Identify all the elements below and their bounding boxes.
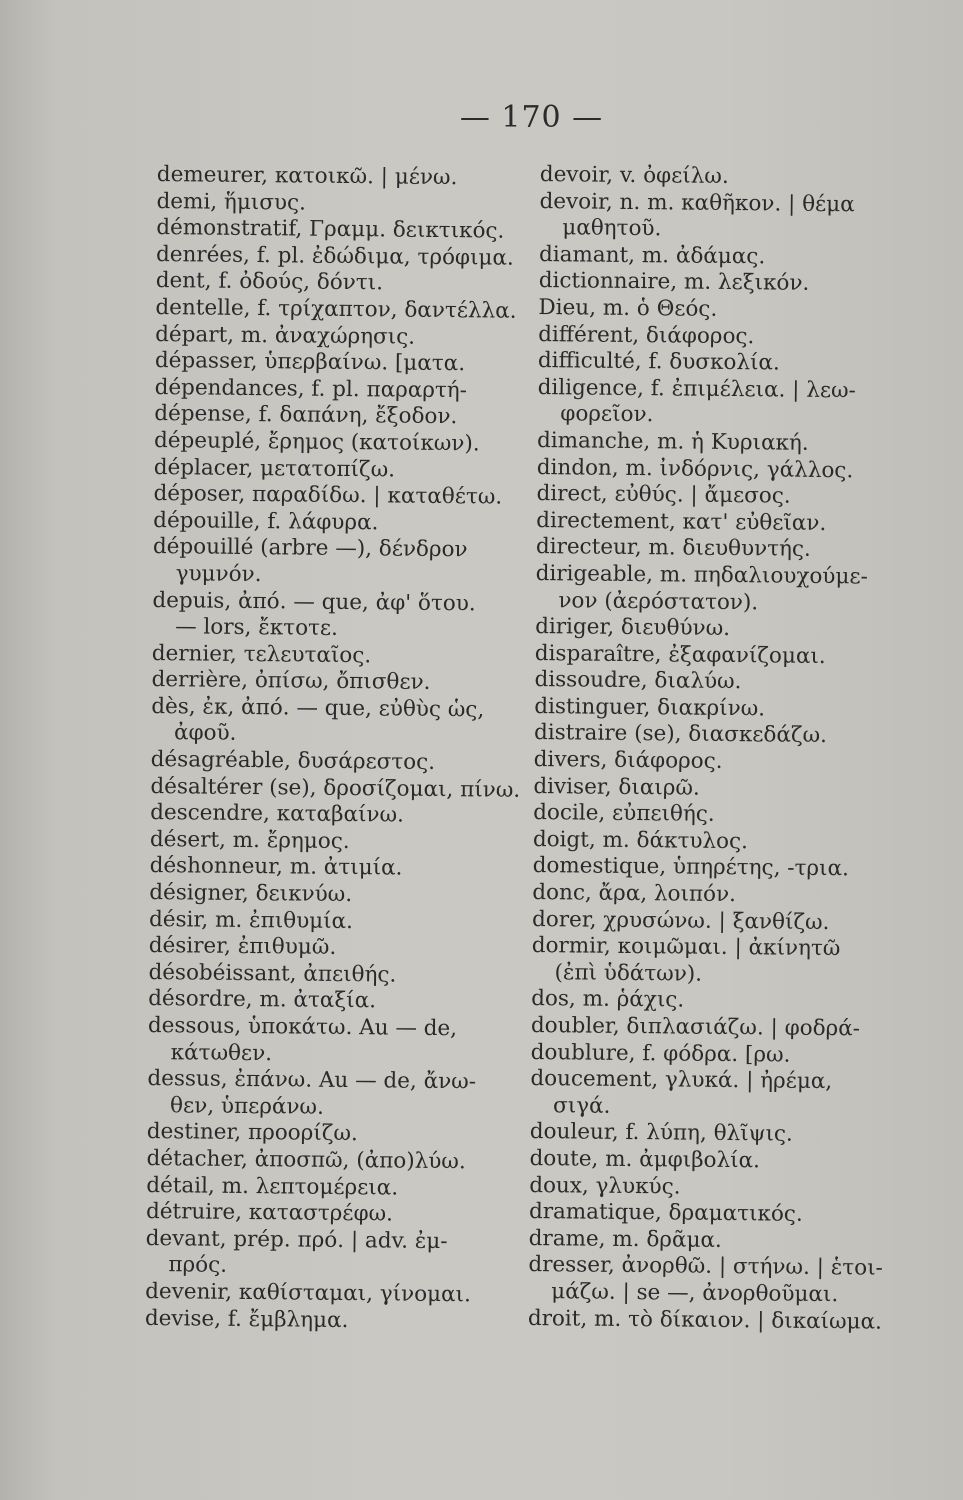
dictionary-entry: dresser, ἀνορθῶ. | στήνω. | ἑτοι- bbox=[528, 1252, 883, 1281]
dictionary-entry: derrière, ὀπίσω, ὄπισθεν. bbox=[151, 667, 431, 696]
dictionary-entry: dos, m. ῥάχις. bbox=[531, 986, 685, 1013]
dictionary-entry: Dieu, m. ὁ Θεός. bbox=[538, 294, 718, 322]
dictionary-entry: doublure, f. φόδρα. [ρω. bbox=[530, 1039, 791, 1068]
dictionary-entry: doux, γλυκύς. bbox=[529, 1172, 681, 1200]
dictionary-entry: difficulté, f. δυσκολία. bbox=[537, 348, 780, 376]
dictionary-entry: dormir, κοιμῶμαι. | ἀκίνητῶ bbox=[531, 933, 841, 962]
dictionary-entry: doute, m. ἀμφιβολία. bbox=[529, 1145, 761, 1174]
dictionary-entry: descendre, καταβαίνω. bbox=[150, 800, 405, 828]
dictionary-entry: demeurer, κατοικῶ. | μένω. bbox=[156, 162, 458, 191]
dictionary-entry: diligence, f. ἐπιμέλεια. | λεω- bbox=[537, 374, 857, 404]
dictionary-entry: dépouille, f. λάφυρα. bbox=[153, 507, 379, 536]
dictionary-entry-continuation: γυμνόν. bbox=[175, 561, 262, 588]
dictionary-entry: devoir, n. m. καθῆκον. | θέμα bbox=[539, 188, 855, 217]
dictionary-entry-continuation: θεν, ὑπεράνω. bbox=[169, 1092, 325, 1120]
dictionary-entry: divers, διάφορος. bbox=[533, 747, 723, 775]
dictionary-entry: dépendances, f. pl. παραρτή- bbox=[154, 374, 468, 404]
dictionary-entry: demi, ἥμισυς. bbox=[156, 188, 307, 216]
dictionary-entry: devenir, καθίσταμαι, γίνομαι. bbox=[145, 1278, 472, 1308]
dictionary-entry: docile, εὐπειθής. bbox=[533, 800, 715, 828]
dictionary-entry: démonstratif, Γραμμ. δεικτικός. bbox=[156, 215, 505, 244]
dictionary-entry: dépouillé (arbre —), δένδρον bbox=[152, 534, 468, 563]
dictionary-entry: dessus, ἐπάνω. Au — de, ἄνω- bbox=[147, 1066, 477, 1095]
right-column bbox=[528, 162, 890, 1336]
dictionary-entry: diriger, διευθύνω. bbox=[535, 614, 731, 642]
dictionary-entry: dictionnaire, m. λεξικόν. bbox=[538, 268, 810, 297]
dictionary-entry: directement, κατ' εὐθεῖαν. bbox=[536, 507, 827, 536]
dictionary-entry: détail, m. λεπτομέρεια. bbox=[146, 1172, 399, 1201]
dictionary-entry: doubler, διπλασιάζω. | φοδρά- bbox=[530, 1012, 861, 1042]
dictionary-entry: dissoudre, διαλύω. bbox=[534, 667, 742, 695]
dictionary-entry-continuation: σιγά. bbox=[552, 1092, 611, 1119]
dictionary-entry: désirer, ἐπιθυμῶ. bbox=[148, 933, 337, 961]
dictionary-entry: dentelle, f. τρίχαπτον, δαντέλλα. bbox=[155, 294, 517, 324]
dictionary-entry: devoir, v. ὀφείλω. bbox=[539, 162, 729, 189]
dictionary-entry: distraire (se), διασκεδάζω. bbox=[533, 720, 828, 749]
dictionary-entry: dindon, m. ἰνδόρνις, γάλλος. bbox=[536, 454, 854, 483]
left-column bbox=[144, 162, 521, 1336]
dictionary-entry: doucement, γλυκά. | ἠρέμα, bbox=[530, 1066, 833, 1095]
dictionary-entry-continuation: μαθητοῦ. bbox=[562, 215, 662, 242]
dictionary-entry: désobéissant, ἀπειθής. bbox=[148, 959, 397, 988]
dictionary-entry-continuation: — lors, ἔκτοτε. bbox=[175, 614, 339, 642]
dictionary-entry-continuation: κάτωθεν. bbox=[170, 1039, 273, 1066]
dictionary-entry: diviser, διαιρῶ. bbox=[533, 773, 700, 801]
dictionary-entry: dramatique, δραματικός. bbox=[528, 1199, 803, 1227]
dictionary-entry: denrées, f. pl. ἐδώδιμα, τρόφιμα. bbox=[155, 241, 514, 271]
dictionary-entry: devise, f. ἔμβλημα. bbox=[144, 1305, 349, 1333]
dictionary-entry: domestique, ὑπηρέτης, -τρια. bbox=[532, 853, 850, 882]
dictionary-entry-continuation: ἀφοῦ. bbox=[173, 720, 237, 747]
dictionary-entry: dent, f. ὀδούς, δόντι. bbox=[155, 268, 384, 296]
dictionary-entry: direct, εὐθύς. | ἄμεσος. bbox=[536, 481, 791, 509]
dictionary-entry: directeur, m. διευθυντής. bbox=[535, 534, 811, 563]
dictionary-entry: doigt, m. δάκτυλος. bbox=[532, 826, 749, 855]
dictionary-entry: départ, m. ἀναχώρησις. bbox=[155, 321, 416, 350]
dictionary-entry: diamant, m. ἀδάμας. bbox=[538, 241, 766, 270]
dictionary-entry: destiner, προορίζω. bbox=[146, 1119, 358, 1147]
dictionary-entry: depuis, ἀπό. — que, ἀφ' ὅτου. bbox=[152, 587, 476, 616]
dictionary-entry: disparaître, ἐξαφανίζομαι. bbox=[534, 640, 826, 669]
page-number: — 170 — bbox=[459, 100, 604, 135]
dictionary-entry: douleur, f. λύπη, θλῖψις. bbox=[529, 1119, 793, 1148]
dictionary-entry: dorer, χρυσώνω. | ξανθίζω. bbox=[531, 906, 830, 935]
dictionary-entry-continuation: φορεῖον. bbox=[560, 401, 654, 428]
dictionary-entry: dès, ἐκ, ἀπό. — que, εὐθὺς ὡς, bbox=[151, 693, 485, 723]
dictionary-entry: dimanche, m. ἡ Κυριακή. bbox=[536, 427, 809, 456]
dictionary-entry: désir, m. ἐπιθυμία. bbox=[148, 906, 354, 934]
dictionary-entry: désigner, δεικνύω. bbox=[149, 879, 353, 908]
dictionary-entry: détacher, ἀποσπῶ, (ἀπο)λύω. bbox=[146, 1145, 466, 1175]
dictionary-entry: désagréable, δυσάρεστος. bbox=[150, 747, 436, 776]
dictionary-entry: drame, m. δρᾶμα. bbox=[528, 1225, 722, 1253]
dictionary-entry: désert, m. ἔρημος. bbox=[149, 826, 350, 854]
dictionary-entry: dirigeable, m. πηδαλιουχούμε- bbox=[535, 560, 868, 590]
dictionary-entry: dessous, ὑποκάτω. Au — de, bbox=[147, 1012, 458, 1042]
dictionary-entry: devant, prép. πρό. | adv. ἐμ- bbox=[145, 1225, 448, 1254]
dictionary-entry: désaltérer (se), δροσίζομαι, πίνω. bbox=[150, 773, 521, 803]
dictionary-entry-continuation: μάζω. | se —, ἀνορθοῦμαι. bbox=[551, 1279, 839, 1308]
dictionary-entry: droit, m. τὸ δίκαιον. | δικαίωμα. bbox=[527, 1305, 883, 1335]
dictionary-entry-continuation: (ἐπὶ ὑδάτων). bbox=[554, 960, 703, 987]
dictionary-entry: détruire, καταστρέφω. bbox=[145, 1199, 394, 1227]
dictionary-entry: déshonneur, m. ἀτιμία. bbox=[149, 853, 403, 882]
dictionary-entry: différent, διάφορος. bbox=[538, 321, 755, 349]
dictionary-entry-continuation: πρός. bbox=[168, 1252, 228, 1279]
dictionary-entry: distinguer, διακρίνω. bbox=[534, 693, 766, 722]
dictionary-entry: dépense, f. δαπάνη, ἔξοδον. bbox=[154, 401, 458, 430]
dictionary-entry: déplacer, μετατοπίζω. bbox=[153, 454, 396, 483]
dictionary-entry: désordre, m. ἀταξία. bbox=[148, 986, 377, 1014]
dictionary-entry-continuation: νον (ἀερόστατον). bbox=[558, 587, 759, 615]
dictionary-entry: déposer, παραδίδω. | καταθέτω. bbox=[153, 481, 503, 510]
dictionary-entry: dernier, τελευταῖος. bbox=[151, 640, 372, 668]
dictionary-entry: donc, ἄρα, λοιπόν. bbox=[532, 879, 737, 908]
dictionary-entry: dépeuplé, ἔρημος (κατοίκων). bbox=[153, 427, 480, 457]
dictionary-entry: dépasser, ὑπερβαίνω. [ματα. bbox=[154, 348, 466, 377]
